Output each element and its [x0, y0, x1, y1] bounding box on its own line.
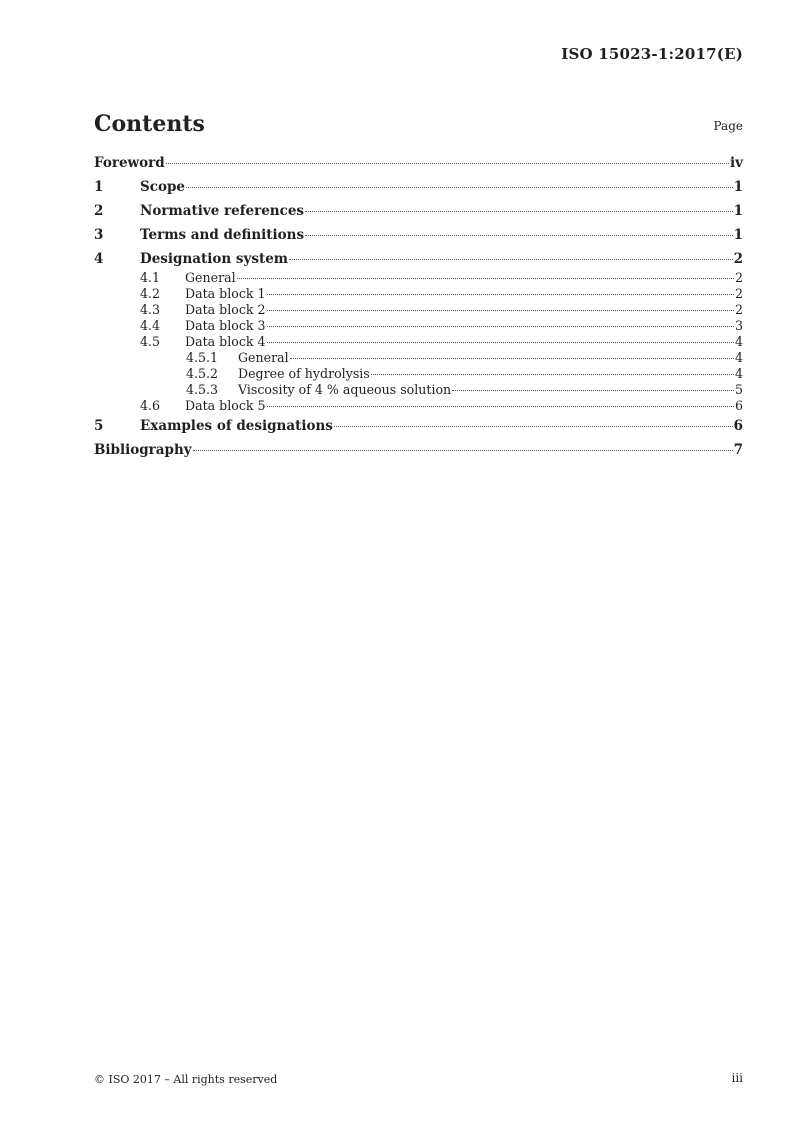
- dot-leader: [289, 259, 733, 260]
- toc-title: Normative references: [140, 203, 305, 219]
- dot-leader: [267, 310, 734, 311]
- document-id: ISO 15023-1:2017(E): [561, 45, 743, 63]
- toc-title: Data block 3: [185, 318, 266, 333]
- toc-number: 4.5.3: [186, 382, 219, 397]
- toc-title: Data block 5: [185, 398, 266, 413]
- dot-leader: [305, 235, 733, 236]
- toc-title: General: [185, 270, 236, 285]
- toc-number: 4.5.2: [186, 366, 219, 381]
- toc-page: 4: [734, 366, 743, 381]
- toc-page: 1: [733, 203, 743, 219]
- dot-leader: [166, 163, 729, 164]
- toc-title: Degree of hydrolysis: [238, 366, 370, 381]
- dot-leader: [290, 358, 734, 359]
- toc-title: Data block 2: [185, 302, 266, 317]
- toc-title: Terms and definitions: [140, 227, 305, 243]
- toc-entry-4-4[interactable]: [94, 318, 743, 334]
- toc-title: Foreword: [94, 155, 165, 171]
- toc-title: Designation system: [140, 251, 289, 267]
- toc-entry-4-2[interactable]: [94, 286, 743, 302]
- toc-entry-4-6[interactable]: [94, 398, 743, 414]
- dot-leader: [305, 211, 733, 212]
- toc-number: 4.1: [140, 270, 161, 285]
- toc-page: 2: [733, 251, 743, 267]
- dot-leader: [267, 294, 734, 295]
- page-number: iii: [731, 1071, 743, 1085]
- dot-leader: [186, 187, 733, 188]
- copyright-notice: © ISO 2017 – All rights reserved: [94, 1073, 278, 1086]
- toc-title: Scope: [140, 179, 186, 195]
- toc-page: 3: [734, 318, 743, 333]
- dot-leader: [452, 390, 734, 391]
- toc-title: Viscosity of 4 % aqueous solution: [238, 382, 452, 397]
- toc-page: 6: [734, 398, 743, 413]
- toc-entry-4-1[interactable]: [94, 270, 743, 286]
- toc-entry-4-5[interactable]: [94, 334, 743, 350]
- toc-page: iv: [730, 155, 743, 171]
- toc-entry-designation-system[interactable]: [94, 251, 743, 270]
- toc-number: 4.3: [140, 302, 161, 317]
- toc-number: 4.6: [140, 398, 161, 413]
- toc-entry-scope[interactable]: [94, 179, 743, 203]
- toc-entry-examples-of-designations[interactable]: [94, 418, 743, 442]
- dot-leader: [267, 406, 734, 407]
- toc-entry-bibliography[interactable]: [94, 442, 743, 466]
- toc-page: 2: [734, 270, 743, 285]
- toc-number: 4.4: [140, 318, 161, 333]
- toc-page: 2: [734, 302, 743, 317]
- toc-entry-normative-references[interactable]: [94, 203, 743, 227]
- toc-page: 4: [734, 350, 743, 365]
- toc-number: 2: [94, 203, 104, 219]
- toc-entry-terms-and-definitions[interactable]: [94, 227, 743, 251]
- toc-page: 4: [734, 334, 743, 349]
- toc-title: Data block 4: [185, 334, 266, 349]
- dot-leader: [193, 450, 733, 451]
- toc-title: Bibliography: [94, 442, 192, 458]
- toc-number: 1: [94, 179, 104, 195]
- toc-entry-4-5-3[interactable]: [94, 382, 743, 398]
- toc-entry-4-5-2[interactable]: [94, 366, 743, 382]
- toc-page: 2: [734, 286, 743, 301]
- page-column-label: Page: [713, 119, 743, 133]
- toc-number: 4.2: [140, 286, 161, 301]
- toc-title: General: [238, 350, 289, 365]
- toc-number: 3: [94, 227, 104, 243]
- toc-page: 6: [733, 418, 743, 434]
- toc-title: Examples of designations: [140, 418, 333, 434]
- toc-entry-foreword[interactable]: [94, 155, 743, 179]
- toc-page: 1: [733, 227, 743, 243]
- toc-entry-4-3[interactable]: [94, 302, 743, 318]
- dot-leader: [371, 374, 734, 375]
- toc-number: 4: [94, 251, 104, 267]
- toc-entry-4-5-1[interactable]: [94, 350, 743, 366]
- dot-leader: [267, 326, 734, 327]
- toc-number: 4.5.1: [186, 350, 219, 365]
- dot-leader: [334, 426, 733, 427]
- toc-page: 5: [734, 382, 743, 397]
- toc-title: Data block 1: [185, 286, 266, 301]
- dot-leader: [267, 342, 734, 343]
- table-of-contents: [94, 155, 743, 466]
- toc-page: 1: [733, 179, 743, 195]
- toc-page: 7: [733, 442, 743, 458]
- toc-number: 4.5: [140, 334, 161, 349]
- toc-number: 5: [94, 418, 104, 434]
- contents-heading: Contents: [94, 111, 205, 137]
- dot-leader: [237, 278, 734, 279]
